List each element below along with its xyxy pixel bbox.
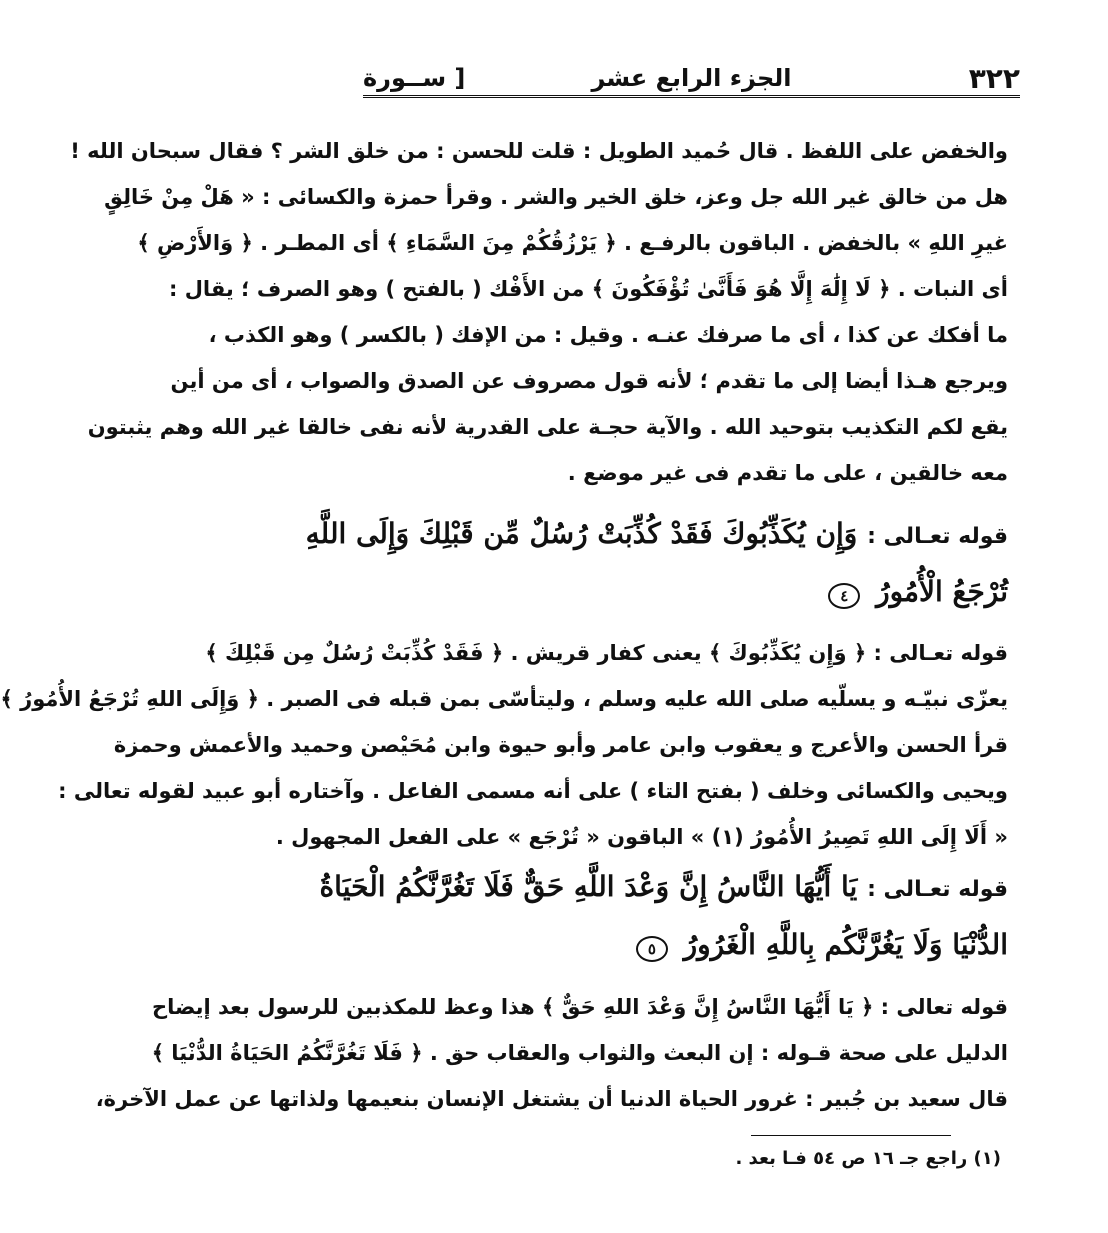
text-block-1: [70, 128, 1008, 496]
quran-verse-1: [305, 505, 1008, 621]
text-line: غيرِ اللهِ » بالخفض . الباقون بالرفـع . ﴿ يَرْزُقُكُمْ مِنَ السَّمَاءِ ﴾ أى المطـر . ﴿ وَالأَرْضِ ﴾: [137, 231, 1008, 255]
part-title: الجزء الرابع عشر: [591, 64, 792, 92]
verse-number: ٤: [828, 583, 860, 609]
verse-line: [319, 858, 1008, 916]
text-line: يعزّى نبيّـه و يسلّيه صلى الله عليه وسلم ، وليتأسّى بمن قبله فى الصبر . ﴿ وَإِلَى اللهِ تُرْجَعُ الأُمُورُ ﴾: [0, 687, 1008, 711]
text-line: هل من خالق غير الله جل وعز، خلق الخير والشر . وقرأ حمزة والكسائى : « هَلْ مِنْ خَالِقٍ: [104, 185, 1008, 209]
page-number: ٣٢٢: [968, 62, 1020, 95]
verse-label: قوله تعـالى :: [867, 877, 1008, 902]
text-line: قال سعيد بن جُبير : غرور الحياة الدنيا أن يشتغل الإنسان بنعيمها ولذاتها عن عمل الآخرة،: [95, 1087, 1008, 1111]
text-line: قوله تعـالى : ﴿ وَإِن يُكَذِّبُوكَ ﴾ يعنى كفار قريش . ﴿ فَقَدْ كُذِّبَتْ رُسُلٌ مِن قَبْلِكَ ﴾: [205, 641, 1008, 665]
verse-label: قوله تعـالى :: [867, 524, 1008, 549]
text-line: الدليل على صحة قـوله : إن البعث والثواب والعقاب حق . ﴿ فَلَا تَغُرَّنَّكُمُ الحَيَاةُ الدُّنْيَا ﴾: [151, 1041, 1008, 1065]
footnote-rule: [751, 1135, 951, 1136]
text-line: ما أفكك عن كذا ، أى ما صرفك عنـه . وقيل : من الإفك ( بالكسر ) وهو الكذب ،: [208, 323, 1008, 347]
verse-number: ٥: [636, 936, 668, 962]
text-line: ويحيى والكسائى وخلف ( بفتح التاء ) على أنه مسمى الفاعل . وآختاره أبو عبيد لقوله تعالى :: [58, 779, 1008, 803]
text-line: أى النبات . ﴿ لَا إِلَٰهَ إِلَّا هُوَ فَأَنَّىٰ تُؤْفَكُونَ ﴾ من الأَفْك ( بالفتح ) وهو الصرف ؛ يقال :: [169, 277, 1008, 301]
verse-line: [305, 505, 1008, 563]
footnote: (١) راجع جـ ١٦ ص ٥٤ فـا بعد .: [735, 1148, 1001, 1169]
surah-label: [ ســورة: [363, 64, 466, 92]
text-line: قرأ الحسن والأعرج و يعقوب وابن عامر وأبو حيوة وابن مُحَيْصن وحميد والأعمش وحمزة: [113, 733, 1008, 757]
quran-verse-2: [319, 858, 1008, 974]
header-rule: [363, 95, 1020, 98]
verse-line: [371, 563, 1008, 621]
text-line: « أَلَا إِلَى اللهِ تَصِيرُ الأُمُورُ (١) » الباقون « تُرْجَع » على الفعل المجهول .: [275, 825, 1008, 849]
verse-text: يَا أَيُّهَا النَّاسُ إِنَّ وَعْدَ اللَّهِ حَقٌّ فَلَا تَغُرَّنَّكُمُ الْحَيَاةُ: [319, 870, 858, 903]
verse-text: الدُّنْيَا وَلَا يَغُرَّنَّكُم بِاللَّهِ الْغَرُورُ: [683, 928, 1008, 961]
text-line: معه خالقين ، على ما تقدم فى غير موضع .: [567, 461, 1008, 485]
text-line: يقع لكم التكذيب بتوحيد الله . والآية حجـة على القدرية لأنه نفى خالقا غير الله وهم يثبتون: [87, 415, 1008, 439]
text-line: قوله تعالى : ﴿ يَا أَيُّهَا النَّاسُ إِنَّ وَعْدَ اللهِ حَقٌّ ﴾ هذا وعظ للمكذبين للرسول بعد إيضاح: [151, 995, 1008, 1019]
verse-text: وَإِن يُكَذِّبُوكَ فَقَدْ كُذِّبَتْ رُسُلٌ مِّن قَبْلِكَ وَإِلَى اللَّهِ: [305, 517, 858, 550]
verse-text: تُرْجَعُ الْأُمُورُ: [876, 575, 1008, 608]
page-header: [363, 52, 1020, 98]
text-line: والخفض على اللفظ . قال حُميد الطويل : قلت للحسن : من خلق الشر ؟ فقال سبحان الله !: [70, 139, 1008, 163]
text-block-2: [0, 630, 1008, 860]
text-block-3: [95, 984, 1008, 1122]
verse-line: [371, 916, 1008, 974]
text-line: ويرجع هـذا أيضا إلى ما تقدم ؛ لأنه قول مصروف عن الصدق والصواب ، أى من أين: [170, 369, 1008, 393]
